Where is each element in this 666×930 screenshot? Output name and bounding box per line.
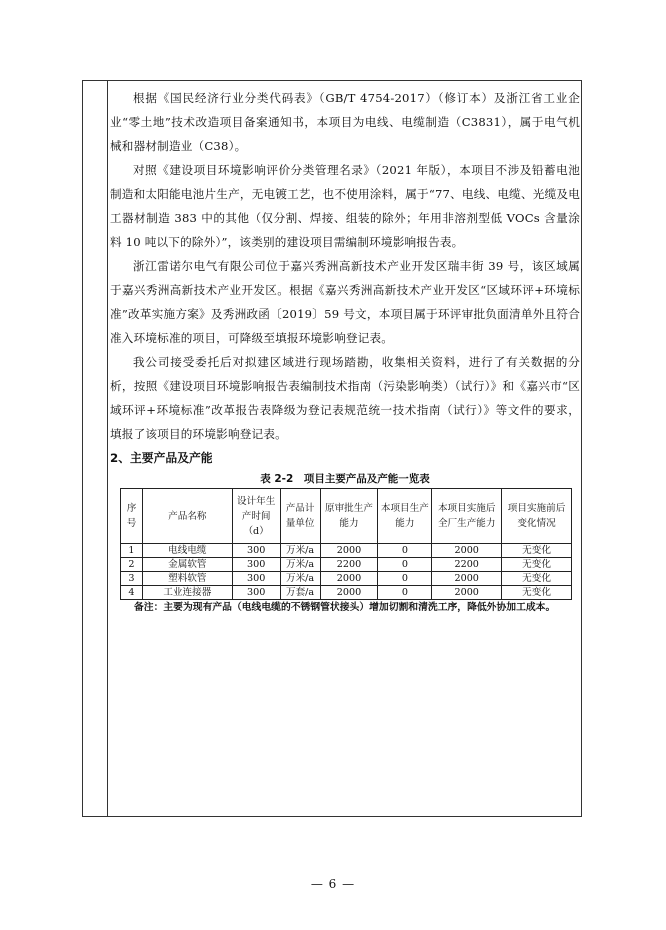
paragraph-commission: 我公司接受委托后对拟建区域进行现场踏勘，收集相关资料，进行了有关数据的分析，按照《建设项目环境影响报告表编制技术指南（污染影响类）（试行）》和《嘉兴市“区域环评+环境标准”改革报告表降级为登记表规范统一技术指南（试行）》等文件的要求，填报了该项目的环境影响登记表。 [110,355,580,441]
header-product-name: 产品名称 [142,489,232,544]
cell-approved: 2000 [320,586,378,600]
cell-days: 300 [232,544,280,558]
cell-unit: 万米/a [280,544,320,558]
cell-approved: 2000 [320,572,378,586]
table-row [121,544,572,558]
cell-product: 金属软管 [142,558,232,572]
cell-unit: 万米/a [280,558,320,572]
header-project-capacity: 本项目生产能力 [378,489,432,544]
cell-change: 无变化 [502,558,572,572]
table-header-row [121,489,572,544]
table-row [121,586,572,600]
header-index: 序号 [121,489,143,544]
cell-total: 2000 [432,572,502,586]
table-row [121,558,572,572]
section-title: 2、主要产品及产能 [110,451,213,465]
table-caption: 表 2-2 项目主要产品及产能一览表 [260,473,430,485]
cell-project: 0 [378,572,432,586]
header-unit: 产品计量单位 [280,489,320,544]
cell-index: 2 [121,558,143,572]
label-column-divider [107,81,108,816]
cell-unit: 万套/a [280,586,320,600]
page-number: — 6 — [310,877,356,891]
cell-project: 0 [378,586,432,600]
header-change: 项目实施前后变化情况 [502,489,572,544]
header-approved-capacity: 原审批生产能力 [320,489,378,544]
cell-product: 工业连接器 [142,586,232,600]
cell-product: 电线电缆 [142,544,232,558]
cell-days: 300 [232,586,280,600]
cell-index: 3 [121,572,143,586]
paragraph-location: 浙江雷诺尔电气有限公司位于嘉兴秀洲高新技术产业开发区瑞丰街 39 号，该区域属于嘉兴秀洲高新技术产业开发区。根据《嘉兴秀洲高新技术产业开发区“区域环评+环境标准”改革实施方案》及秀洲政函〔2019〕59 号文，本项目属于环评审批负面清单外且符合准入环境标准的项目，可降级至填报环境影响登记表。 [110,259,580,345]
cell-product: 塑料软管 [142,572,232,586]
products-table [120,488,572,600]
cell-total: 2000 [432,586,502,600]
cell-total: 2000 [432,544,502,558]
cell-index: 1 [121,544,143,558]
cell-unit: 万米/a [280,572,320,586]
paragraph-eia-category: 对照《建设项目环境影响评价分类管理名录》（2021 年版），本项目不涉及铅蓄电池制造和太阳能电池片生产，无电镀工艺，也不使用涂料，属于“77、电线、电缆、光缆及电工器材制造 383 中的其他（仅分割、焊接、组装的除外；年用非溶剂型低 VOCs 含量涂料 10 吨以下的除外）”，该类别的建设项目需编制环境影响报告表。 [110,163,580,249]
cell-days: 300 [232,572,280,586]
cell-change: 无变化 [502,586,572,600]
cell-total: 2200 [432,558,502,572]
table-row [121,572,572,586]
cell-change: 无变化 [502,572,572,586]
cell-index: 4 [121,586,143,600]
cell-days: 300 [232,558,280,572]
cell-approved: 2000 [320,544,378,558]
header-total-capacity: 本项目实施后全厂生产能力 [432,489,502,544]
cell-approved: 2200 [320,558,378,572]
table-note: 备注：主要为现有产品（电线电缆的不锈钢管状接头）增加切割和清洗工序，降低外协加工成本。 [134,602,556,613]
cell-project: 0 [378,558,432,572]
header-design-days: 设计年生产时间（d） [232,489,280,544]
cell-change: 无变化 [502,544,572,558]
cell-project: 0 [378,544,432,558]
document-body [110,86,580,615]
paragraph-industry-classification: 根据《国民经济行业分类代码表》（GB/T 4754-2017）（修订本）及浙江省工业企业“零土地”技术改造项目备案通知书，本项目为电线、电缆制造（C3831），属于电气机械和器材制造业（C38）。 [110,91,580,153]
